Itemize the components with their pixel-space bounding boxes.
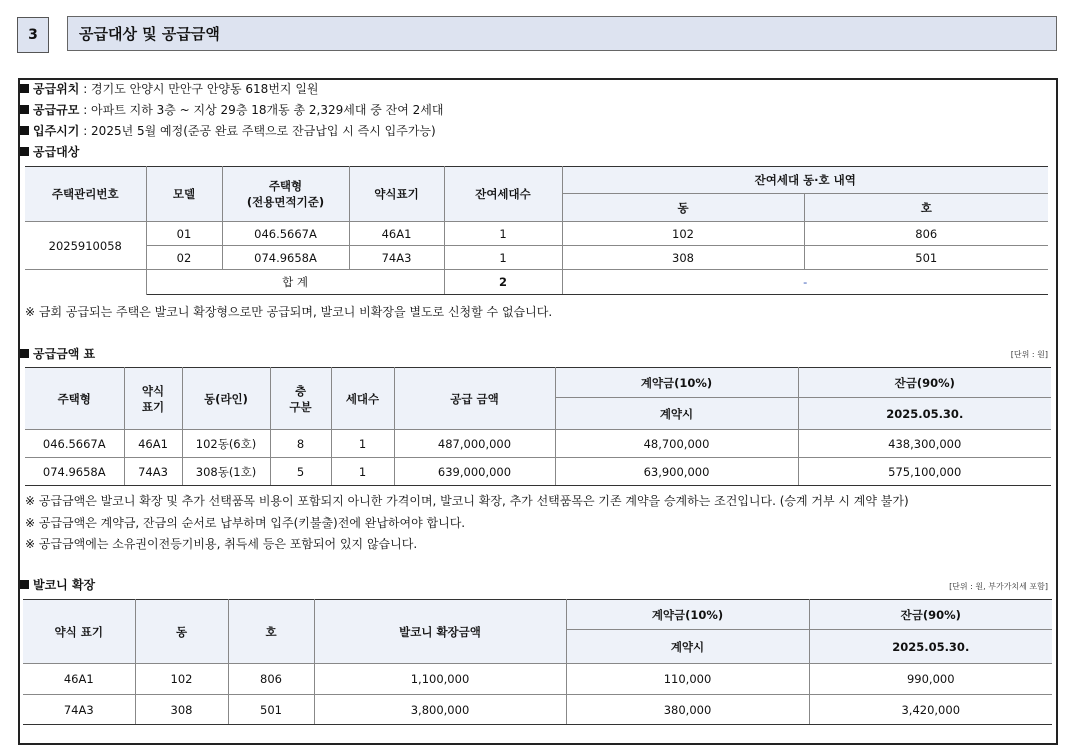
- header-abbr: 약식 표기: [23, 600, 135, 664]
- info-label: 공급규모: [33, 103, 80, 117]
- header-price: 공급 금액: [394, 368, 555, 430]
- header-balance-sub: 2025.05.30.: [809, 630, 1052, 664]
- info-scale: [20, 101, 443, 118]
- balcony-section-title: 발코니 확장: [20, 576, 95, 593]
- type-cell: 046.5667A: [25, 430, 124, 458]
- price-note-1: ※ 공급금액은 발코니 확장 및 추가 선택품목 비용이 포함되지 아니한 가격이며, 발코니 확장, 추가 선택품목은 기존 계약을 승계하는 조건입니다. (승계 거부 시 계약 불가): [25, 494, 909, 508]
- deposit-cell: 63,900,000: [555, 458, 798, 486]
- total-row: [25, 270, 1048, 295]
- balcony-unit: [단위 : 원, 부가가치세 포함]: [949, 582, 1048, 591]
- price-note-2: ※ 공급금액은 계약금, 잔금의 순서로 납부하며 입주(키불출)전에 완납하여야 합니다.: [25, 516, 466, 530]
- table-row: [23, 695, 1052, 725]
- header-abbr: 약식 표기: [124, 368, 182, 430]
- header-model: 모델: [146, 167, 222, 222]
- type-cell: 046.5667A: [222, 222, 349, 246]
- abbr-cell: 74A3: [349, 246, 444, 270]
- households-cell: 1: [331, 430, 394, 458]
- header-detail: 잔여세대 동·호 내역: [562, 167, 1048, 194]
- remain-cell: 1: [444, 222, 562, 246]
- total-label: 합 계: [146, 270, 444, 295]
- header-deposit: 계약금(10%): [566, 600, 809, 630]
- info-target: [20, 143, 79, 160]
- balance-cell: 990,000: [809, 664, 1052, 695]
- header-type: 주택형 (전용면적기준): [222, 167, 349, 222]
- price-table: [25, 367, 1051, 486]
- header-ho: 호: [228, 600, 314, 664]
- balance-cell: 438,300,000: [798, 430, 1051, 458]
- section-title: 공급대상 및 공급금액: [67, 16, 1057, 51]
- price-unit: [단위 : 원]: [1010, 350, 1048, 359]
- header-households: 세대수: [331, 368, 394, 430]
- info-text: : 아파트 지하 3층 ~ 지상 29층 18개동 총 2,329세대 중 잔여 2세대: [79, 103, 444, 117]
- type-cell: 074.9658A: [25, 458, 124, 486]
- header-type: 주택형: [25, 368, 124, 430]
- bullet-square-icon: [20, 126, 29, 135]
- section-number: 3: [17, 17, 49, 53]
- table-row: [23, 664, 1052, 695]
- header-floor: 층 구분: [270, 368, 331, 430]
- header-dong-line: 동(라인): [182, 368, 270, 430]
- model-cell: 01: [146, 222, 222, 246]
- bullet-square-icon: [20, 84, 29, 93]
- header-dong: 동: [135, 600, 228, 664]
- header-remain: 잔여세대수: [444, 167, 562, 222]
- deposit-cell: 110,000: [566, 664, 809, 695]
- header-mgmt-no: 주택관리번호: [25, 167, 146, 222]
- table-row: [25, 222, 1048, 246]
- total-value: 2: [444, 270, 562, 295]
- info-label: 공급대상: [33, 145, 80, 159]
- bullet-square-icon: [20, 147, 29, 156]
- header-deposit: 계약금(10%): [555, 368, 798, 398]
- abbr-cell: 74A3: [23, 695, 135, 725]
- price-section-title: 공급금액 표: [20, 345, 95, 362]
- bullet-square-icon: [20, 105, 29, 114]
- header-balance: 잔금(90%): [809, 600, 1052, 630]
- header-deposit-sub: 계약시: [555, 398, 798, 430]
- blank-cell: [25, 270, 146, 295]
- mgmt-no-cell: 2025910058: [25, 222, 146, 270]
- remain-cell: 1: [444, 246, 562, 270]
- dong-line-cell: 102동(6호): [182, 430, 270, 458]
- price-note-3: ※ 공급금액에는 소유권이전등기비용, 취득세 등은 포함되어 있지 않습니다.: [25, 537, 418, 551]
- table-row: [25, 246, 1048, 270]
- supply-target-table: [25, 166, 1048, 295]
- ho-cell: 501: [804, 246, 1048, 270]
- header-deposit-sub: 계약시: [566, 630, 809, 664]
- dong-cell: 102: [562, 222, 804, 246]
- bullet-square-icon: [20, 580, 29, 589]
- balance-cell: 575,100,000: [798, 458, 1051, 486]
- header-abbr: 약식표기: [349, 167, 444, 222]
- abbr-cell: 46A1: [124, 430, 182, 458]
- floor-cell: 5: [270, 458, 331, 486]
- floor-cell: 8: [270, 430, 331, 458]
- abbr-cell: 74A3: [124, 458, 182, 486]
- ho-cell: 806: [228, 664, 314, 695]
- dong-cell: 102: [135, 664, 228, 695]
- dong-cell: 308: [135, 695, 228, 725]
- header-dong: 동: [562, 194, 804, 222]
- dong-line-cell: 308동(1호): [182, 458, 270, 486]
- price-cell: 639,000,000: [394, 458, 555, 486]
- info-location: [20, 80, 319, 97]
- header-amount: 발코니 확장금액: [314, 600, 566, 664]
- ho-cell: 501: [228, 695, 314, 725]
- deposit-cell: 380,000: [566, 695, 809, 725]
- header-balance-sub: 2025.05.30.: [798, 398, 1051, 430]
- header-balance: 잔금(90%): [798, 368, 1051, 398]
- bullet-square-icon: [20, 349, 29, 358]
- deposit-cell: 48,700,000: [555, 430, 798, 458]
- info-text: : 2025년 5월 예정(준공 완료 주택으로 잔금납입 시 즉시 입주가능): [79, 124, 436, 138]
- dong-cell: 308: [562, 246, 804, 270]
- balance-cell: 3,420,000: [809, 695, 1052, 725]
- households-cell: 1: [331, 458, 394, 486]
- info-label: 입주시기: [33, 124, 80, 138]
- abbr-cell: 46A1: [23, 664, 135, 695]
- info-text: : 경기도 안양시 만안구 안양동 618번지 일원: [79, 82, 319, 96]
- total-detail: -: [562, 270, 1048, 295]
- type-cell: 074.9658A: [222, 246, 349, 270]
- model-cell: 02: [146, 246, 222, 270]
- table-row: [25, 430, 1051, 458]
- amount-cell: 1,100,000: [314, 664, 566, 695]
- info-move-in: [20, 122, 436, 139]
- price-cell: 487,000,000: [394, 430, 555, 458]
- abbr-cell: 46A1: [349, 222, 444, 246]
- info-label: 공급위치: [33, 82, 80, 96]
- header-ho: 호: [804, 194, 1048, 222]
- amount-cell: 3,800,000: [314, 695, 566, 725]
- supply-note: ※ 금회 공급되는 주택은 발코니 확장형으로만 공급되며, 발코니 비확장을 별도로 신청할 수 없습니다.: [25, 305, 553, 319]
- table-row: [25, 458, 1051, 486]
- ho-cell: 806: [804, 222, 1048, 246]
- balcony-table: [23, 599, 1052, 725]
